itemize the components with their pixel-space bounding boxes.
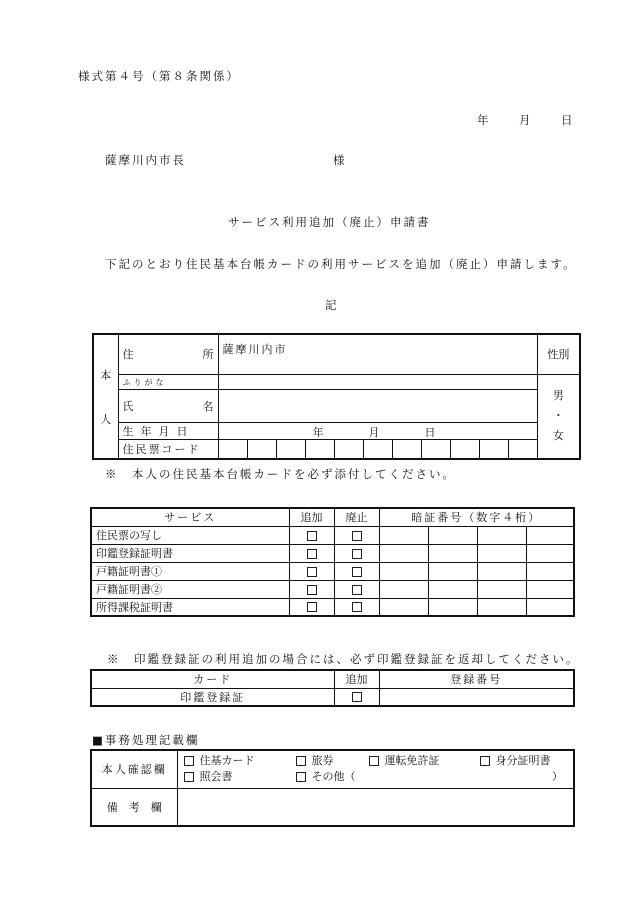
services-header-pin: 暗証番号（数字４桁） bbox=[379, 508, 574, 526]
pin-digit[interactable] bbox=[379, 526, 428, 544]
furigana-label: ふりがな bbox=[118, 374, 218, 389]
table-row bbox=[91, 580, 574, 598]
services-table bbox=[90, 507, 575, 617]
honorific: 様 bbox=[333, 153, 345, 167]
date-day-label: 日 bbox=[561, 113, 573, 127]
pin-digit[interactable] bbox=[428, 598, 477, 616]
add-checkbox[interactable] bbox=[289, 526, 334, 544]
code-digit[interactable] bbox=[334, 439, 363, 459]
service-name: 戸籍証明書① bbox=[91, 562, 289, 580]
furigana-field[interactable] bbox=[218, 374, 537, 389]
code-digit[interactable] bbox=[479, 439, 508, 459]
option-inquiry-letter[interactable]: 照会書 bbox=[184, 769, 233, 785]
services-header-service: サービス bbox=[91, 508, 289, 526]
date-year-label: 年 bbox=[477, 113, 489, 127]
code-digit[interactable] bbox=[392, 439, 421, 459]
pin-digit[interactable] bbox=[477, 598, 526, 616]
add-checkbox[interactable] bbox=[289, 580, 334, 598]
applicant-side-label: 本 人 bbox=[93, 334, 118, 459]
remarks-field[interactable] bbox=[177, 788, 574, 826]
gender-options[interactable]: 男 ・ 女 bbox=[537, 374, 580, 459]
pin-digit[interactable] bbox=[526, 526, 574, 544]
code-digit[interactable] bbox=[218, 439, 247, 459]
code-digit[interactable] bbox=[247, 439, 276, 459]
pin-digit[interactable] bbox=[477, 526, 526, 544]
card-reg-number-field[interactable] bbox=[379, 688, 574, 706]
option-other[interactable]: その他（ bbox=[296, 769, 356, 785]
services-header-add: 追加 bbox=[289, 508, 334, 526]
option-passport[interactable]: 旅券 bbox=[296, 753, 334, 769]
card-name: 印鑑登録証 bbox=[91, 688, 334, 706]
address-label: 住 所 bbox=[118, 334, 218, 374]
identity-confirm-label: 本人確認欄 bbox=[91, 750, 177, 788]
pin-digit[interactable] bbox=[379, 544, 428, 562]
pin-digit[interactable] bbox=[477, 562, 526, 580]
option-drivers-license[interactable]: 運転免許証 bbox=[369, 753, 440, 769]
service-name: 住民票の写し bbox=[91, 526, 289, 544]
card-header-add: 追加 bbox=[334, 670, 379, 688]
birth-label: 生年月日 bbox=[118, 422, 218, 439]
code-digit[interactable] bbox=[450, 439, 479, 459]
card-header-reg-number: 登録番号 bbox=[379, 670, 574, 688]
name-field[interactable] bbox=[218, 389, 537, 422]
identity-confirm-options bbox=[177, 750, 574, 788]
office-section-title: ■事務処理記載欄 bbox=[92, 733, 200, 747]
card-table bbox=[90, 669, 575, 707]
table-row bbox=[91, 598, 574, 616]
pin-digit[interactable] bbox=[526, 562, 574, 580]
remove-checkbox[interactable] bbox=[334, 544, 379, 562]
add-checkbox[interactable] bbox=[289, 544, 334, 562]
note-return-seal-card: ※ 印鑑登録証の利用追加の場合には、必ず印鑑登録証を返却してください。 bbox=[107, 652, 580, 666]
pin-digit[interactable] bbox=[428, 580, 477, 598]
pin-digit[interactable] bbox=[477, 580, 526, 598]
pin-digit[interactable] bbox=[379, 580, 428, 598]
name-label: 氏 名 bbox=[118, 389, 218, 422]
pin-digit[interactable] bbox=[477, 544, 526, 562]
code-digit[interactable] bbox=[421, 439, 450, 459]
pin-digit[interactable] bbox=[526, 580, 574, 598]
table-row bbox=[91, 544, 574, 562]
office-table bbox=[90, 749, 575, 827]
addressee: 薩摩川内市長 bbox=[105, 153, 186, 167]
address-value[interactable]: 薩摩川内市 bbox=[218, 334, 537, 374]
pin-digit[interactable] bbox=[428, 526, 477, 544]
remove-checkbox[interactable] bbox=[334, 598, 379, 616]
table-row bbox=[91, 562, 574, 580]
card-add-checkbox[interactable] bbox=[334, 688, 379, 706]
resident-code-row bbox=[93, 439, 580, 459]
ki-label: 記 bbox=[325, 298, 337, 312]
remove-checkbox[interactable] bbox=[334, 562, 379, 580]
option-other-close-paren: ） bbox=[552, 770, 563, 784]
pin-digit[interactable] bbox=[428, 562, 477, 580]
code-digit[interactable] bbox=[276, 439, 305, 459]
remarks-label: 備 考 欄 bbox=[91, 788, 177, 826]
add-checkbox[interactable] bbox=[289, 562, 334, 580]
option-juki-card[interactable]: 住基カード bbox=[184, 753, 255, 769]
table-row bbox=[91, 688, 574, 706]
document-title: サービス利用追加（廃止）申請書 bbox=[228, 215, 431, 229]
date-month-label: 月 bbox=[519, 113, 531, 127]
service-name: 印鑑登録証明書 bbox=[91, 544, 289, 562]
note-attach-card: ※ 本人の住民基本台帳カードを必ず添付してください。 bbox=[105, 467, 456, 481]
code-digit[interactable] bbox=[305, 439, 334, 459]
applicant-table bbox=[92, 333, 581, 460]
add-checkbox[interactable] bbox=[289, 598, 334, 616]
card-header-card: カード bbox=[91, 670, 334, 688]
service-name: 戸籍証明書② bbox=[91, 580, 289, 598]
resident-code-label: 住民票コード bbox=[118, 439, 218, 459]
form-number: 様式第４号（第８条関係） bbox=[78, 69, 240, 83]
intro-text: 下記のとおり住民基本台帳カードの利用サービスを追加（廃止）申請します。 bbox=[105, 257, 577, 271]
pin-digit[interactable] bbox=[379, 598, 428, 616]
services-header-remove: 廃止 bbox=[334, 508, 379, 526]
code-digit[interactable] bbox=[363, 439, 392, 459]
gender-header: 性別 bbox=[537, 334, 580, 374]
code-digit[interactable] bbox=[508, 439, 537, 459]
birth-field[interactable]: 年 月 日 bbox=[218, 422, 537, 439]
pin-digit[interactable] bbox=[379, 562, 428, 580]
remove-checkbox[interactable] bbox=[334, 580, 379, 598]
pin-digit[interactable] bbox=[526, 598, 574, 616]
option-id-certificate[interactable]: 身分証明書 bbox=[480, 753, 551, 769]
service-name: 所得課税証明書 bbox=[91, 598, 289, 616]
table-row bbox=[91, 526, 574, 544]
pin-digit[interactable] bbox=[428, 544, 477, 562]
pin-digit[interactable] bbox=[526, 544, 574, 562]
remove-checkbox[interactable] bbox=[334, 526, 379, 544]
